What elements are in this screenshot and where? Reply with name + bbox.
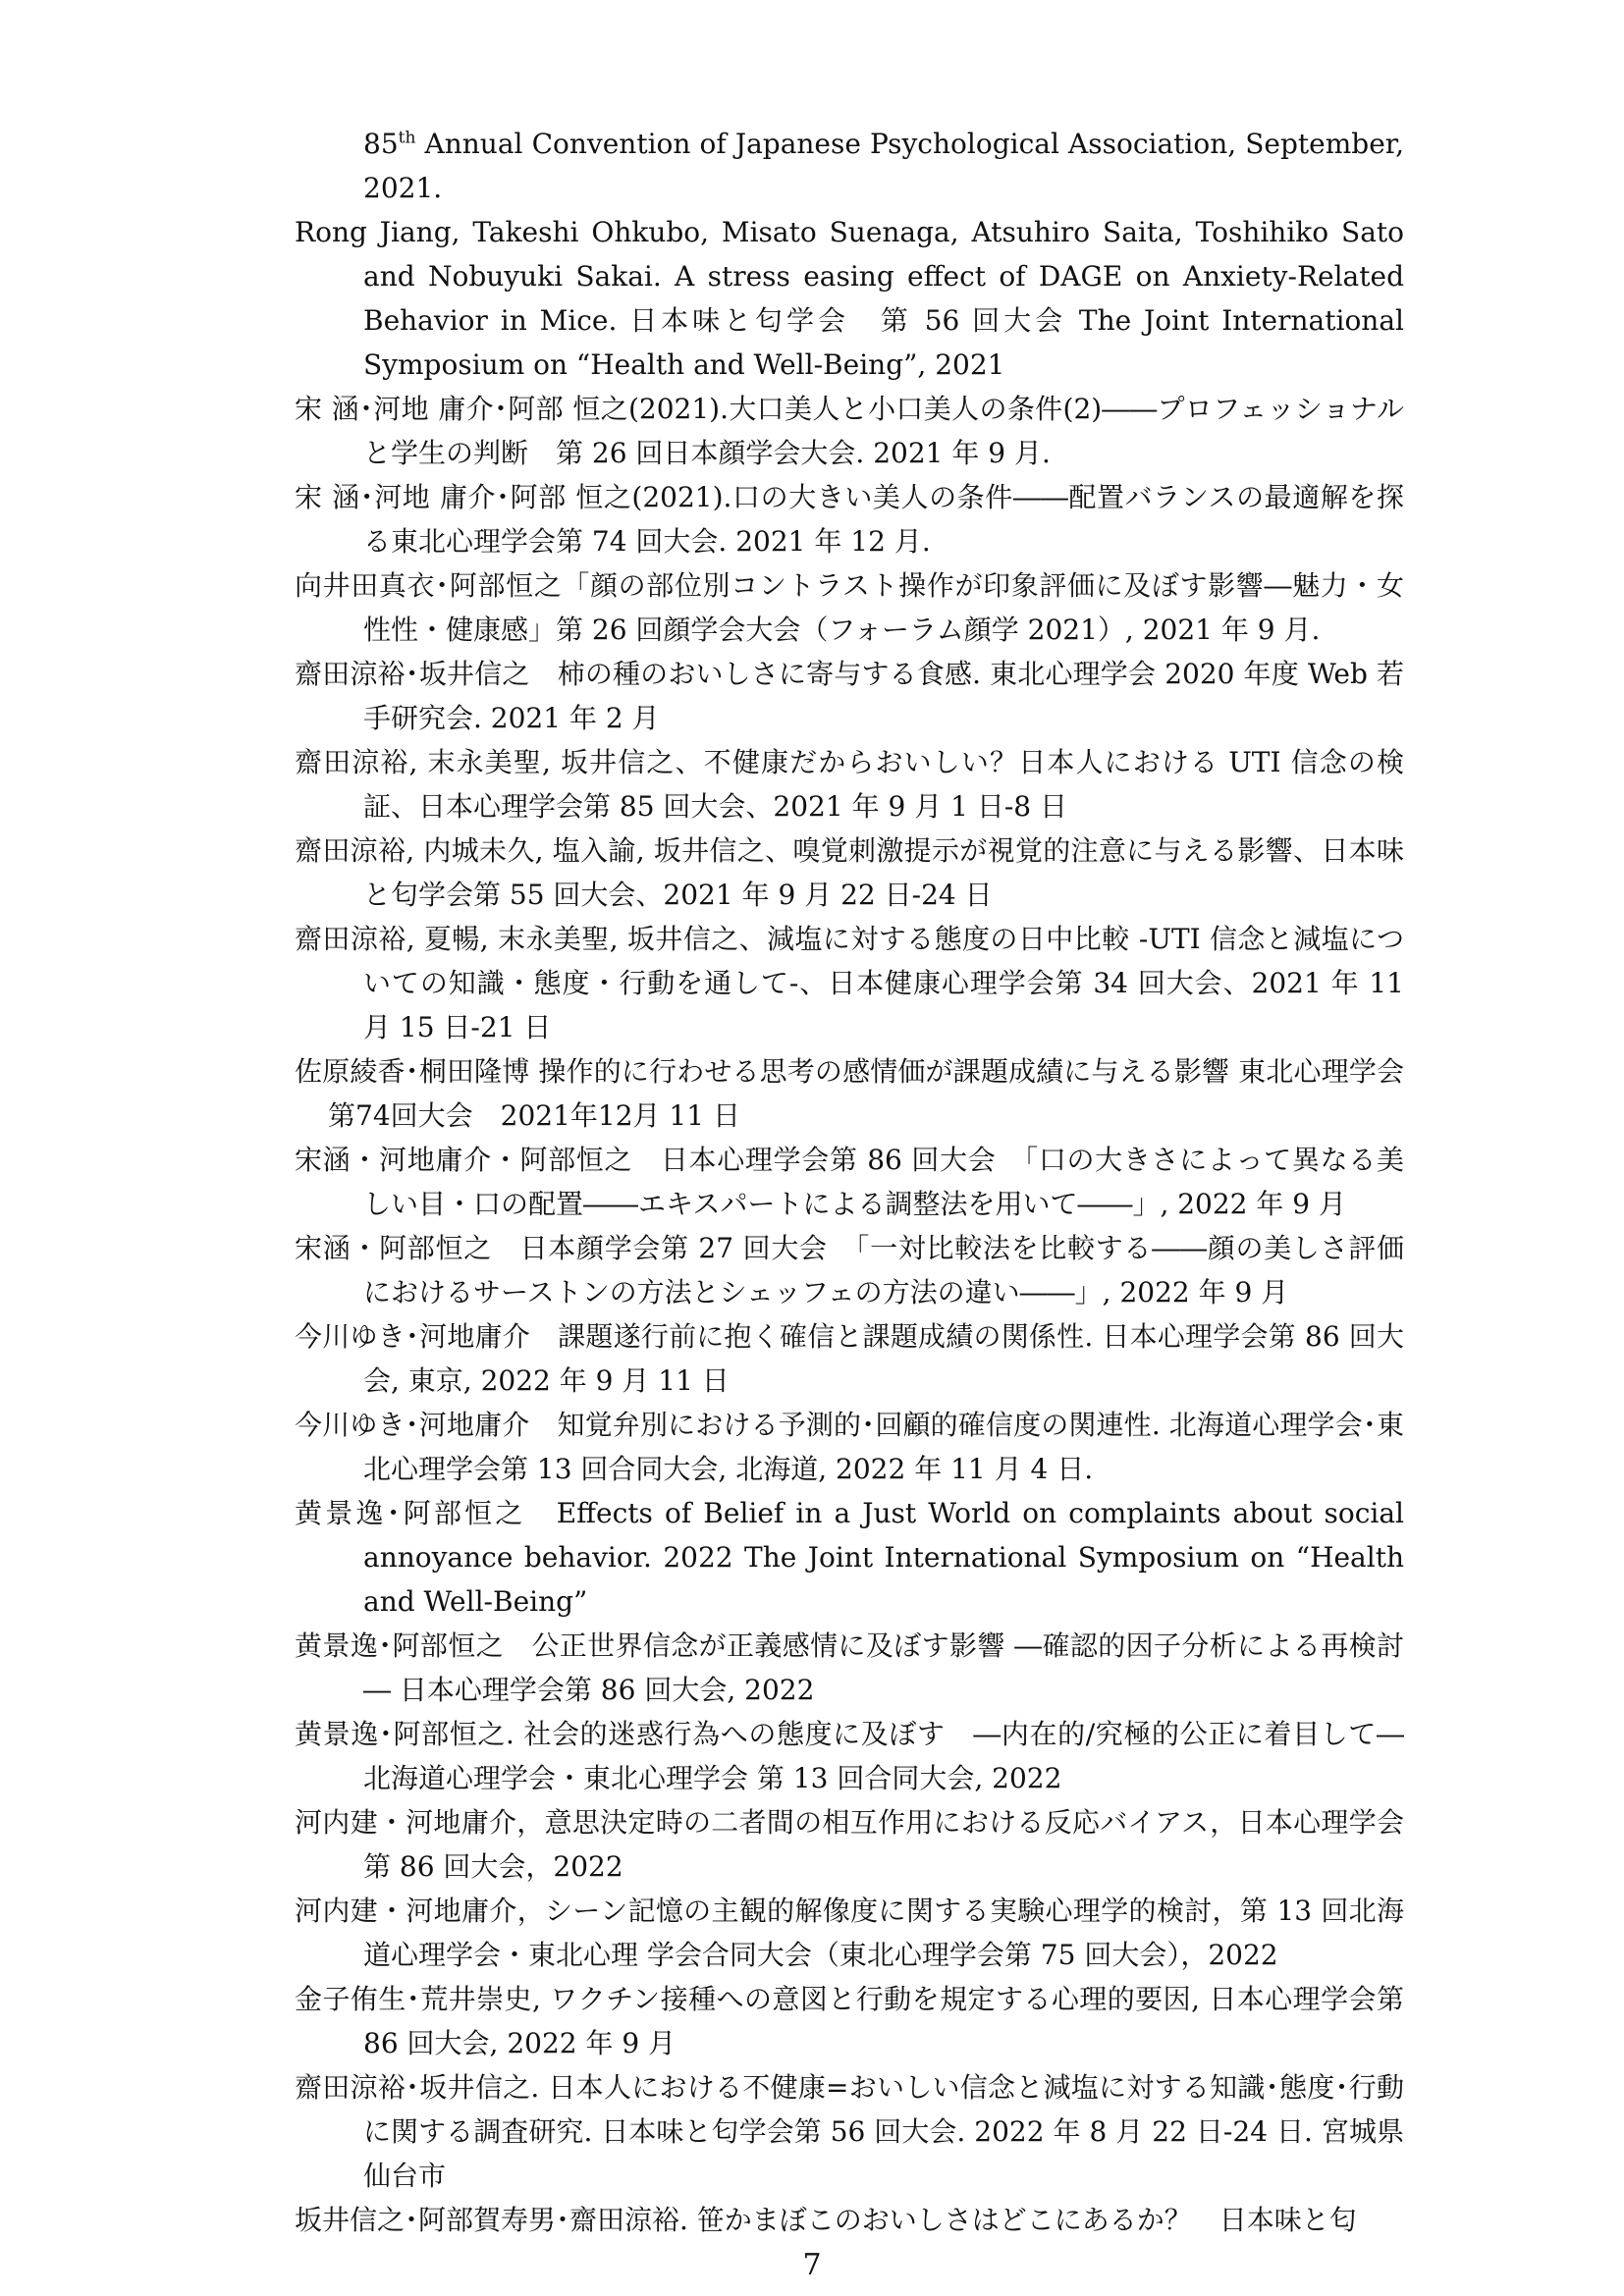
reference-entry: 向井田真衣･阿部恒之「顔の部位別コントラスト操作が印象評価に及ぼす影響―魅力・女性性・健康感」第 26 回顔学会大会（フォーラム顔学 2021）, 2021 年 9 月. <box>295 569 1404 646</box>
reference-entry: 金子侑生･荒井崇史, ワクチン接種への意図と行動を規定する心理的要因, 日本心理学会第 86 回大会, 2022 年 9 月 <box>295 1983 1404 2059</box>
reference-entry: 宋涵・河地庸介・阿部恒之 日本心理学会第 86 回大会 「口の大きさによって異なる美しい目・口の配置――エキスパートによる調整法を用いて――」, 2022 年 9 月 <box>295 1144 1404 1220</box>
reference-continuation <box>295 122 1404 210</box>
continuation-text: Annual Convention of Japanese Psychological Association, September, 2021. <box>363 128 1404 204</box>
reference-entry: 宋涵・阿部恒之 日本顔学会第 27 回大会 「一対比較法を比較する――顔の美しさ評価におけるサーストンの方法とシェッフェの方法の違い――」, 2022 年 9 月 <box>295 1232 1404 1308</box>
ordinal-suffix: th <box>398 128 416 148</box>
reference-entry: 齋田涼裕, 末永美聖, 坂井信之、不健康だからおいしい？日本人における UTI 信念の検証、日本心理学会第 85 回大会、2021 年 9 月 1 日-8 日 <box>295 746 1404 823</box>
reference-list <box>295 122 1404 2242</box>
reference-entry: Rong Jiang, Takeshi Ohkubo, Misato Suenaga, Atsuhiro Saita, Toshihiko Sato and Nobuyuki Sakai. A stress easing effect of DAGE on Anxiety-Related Behavior in Mice. 日本味と匂学会 第 56 回大会 The Joint International Symposium on “Health and Well-Being”, 2021 <box>295 216 1404 381</box>
reference-entry: 齋田涼裕･坂井信之. 日本人における不健康=おいしい信念と減塩に対する知識･態度･行動に関する調査研究. 日本味と匂学会第 56 回大会. 2022 年 8 月 22 日-24 日. 宮城県仙台市 <box>295 2071 1404 2192</box>
reference-entry: 齋田涼裕･坂井信之 柿の種のおいしさに寄与する食感. 東北心理学会 2020 年度 Web 若手研究会. 2021 年 2 月 <box>295 658 1404 734</box>
reference-entry: 齋田涼裕, 内城未久, 塩入諭, 坂井信之、嗅覚刺激提示が視覚的注意に与える影響、日本味と匂学会第 55 回大会、2021 年 9 月 22 日-24 日 <box>295 834 1404 911</box>
page-number: 7 <box>802 2248 822 2282</box>
reference-entry: 今川ゆき･河地庸介 知覚弁別における予測的･回顧的確信度の関連性. 北海道心理学会･東北心理学会第 13 回合同大会, 北海道, 2022 年 11 月 4 日. <box>295 1409 1404 1485</box>
reference-entry: 河内建・河地庸介，シーン記憶の主観的解像度に関する実験心理学的検討，第 13 回北海道心理学会・東北心理 学会合同大会（東北心理学会第 75 回大会），2022 <box>295 1895 1404 1971</box>
reference-entry: 今川ゆき･河地庸介 課題遂行前に抱く確信と課題成績の関係性. 日本心理学会第 86 回大会, 東京, 2022 年 9 月 11 日 <box>295 1320 1404 1397</box>
reference-entry: 黄景逸･阿部恒之 Effects of Belief in a Just World on complaints about social annoyance behavior. 2022 The Joint International Symposium on “Health and Well-Being” <box>295 1497 1404 1618</box>
reference-entry: 佐原綾香･桐田隆博 操作的に行わせる思考の感情価が課題成績に与える影響 東北心理学会第74回大会 2021年12月 11 日 <box>295 1055 1404 1132</box>
reference-entry: 黄景逸･阿部恒之. 社会的迷惑行為への態度に及ぼす ―内在的/究極的公正に着目して― 北海道心理学会・東北心理学会 第 13 回合同大会, 2022 <box>295 1718 1404 1794</box>
reference-entry: 宋 涵･河地 庸介･阿部 恒之(2021).大口美人と小口美人の条件(2)――プロフェッショナルと学生の判断 第 26 回日本顔学会大会. 2021 年 9 月. <box>295 393 1404 469</box>
ordinal-number: 85 <box>363 128 399 160</box>
reference-entry: 宋 涵･河地 庸介･阿部 恒之(2021).口の大きい美人の条件――配置バランスの最適解を探る東北心理学会第 74 回大会. 2021 年 12 月. <box>295 481 1404 558</box>
reference-entry: 齋田涼裕, 夏暢, 末永美聖, 坂井信之、減塩に対する態度の日中比較 -UTI 信念と減塩についての知識・態度・行動を通して-、日本健康心理学会第 34 回大会、2021 年 11 月 15 日-21 日 <box>295 923 1404 1043</box>
reference-entry: 黄景逸･阿部恒之 公正世界信念が正義感情に及ぼす影響 ―確認的因子分析による再検討― 日本心理学会第 86 回大会, 2022 <box>295 1629 1404 1706</box>
reference-entry: 河内建・河地庸介，意思決定時の二者間の相互作用における反応バイアス，日本心理学会第 86 回大会，2022 <box>295 1806 1404 1883</box>
reference-entry: 坂井信之･阿部賀寿男･齋田涼裕. 笹かまぼこのおいしさはどこにあるか？ 日本味と匂 <box>295 2204 1357 2236</box>
